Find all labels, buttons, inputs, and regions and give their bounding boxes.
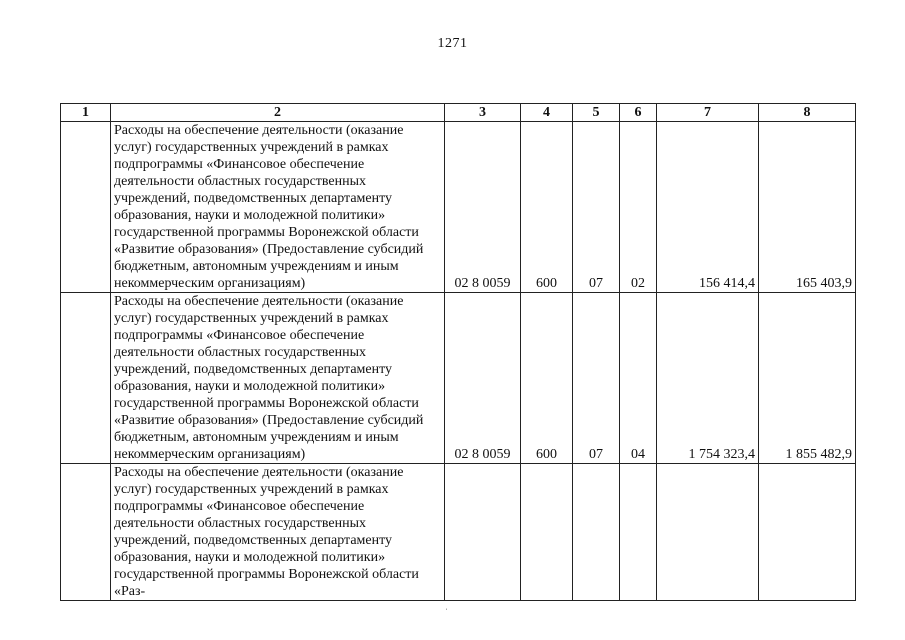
row-amount-col8: 165 403,9 (759, 122, 856, 293)
header-col-3: 3 (445, 104, 521, 122)
scan-mark: ˌ (445, 600, 448, 610)
row-subsection: 04 (620, 293, 657, 464)
row-section: 07 (573, 293, 620, 464)
table-row (61, 464, 856, 601)
row-expense-type: 600 (521, 122, 573, 293)
row-description: Расходы на обеспечение деятельности (оказание услуг) государственных учреждений в рамках подпрограммы «Финансовое обеспечение деятельности областных государственных учреждений, подведомственных департаменту образования, науки и молодежной политики» государственной программы Воронежской области «Развитие образования» (Предоставление субсидий бюджетным, автономным учреждениям и иным некоммерческим организациям) (111, 293, 445, 464)
table-header-row (61, 104, 856, 122)
budget-table (60, 103, 856, 601)
row-subsection (620, 464, 657, 601)
row-index-cell (61, 464, 111, 601)
header-col-4: 4 (521, 104, 573, 122)
header-col-5: 5 (573, 104, 620, 122)
table-row (61, 122, 856, 293)
header-col-1: 1 (61, 104, 111, 122)
row-section (573, 464, 620, 601)
row-amount-col7: 1 754 323,4 (657, 293, 759, 464)
header-col-7: 7 (657, 104, 759, 122)
row-description: Расходы на обеспечение деятельности (оказание услуг) государственных учреждений в рамках подпрограммы «Финансовое обеспечение деятельности областных государственных учреждений, подведомственных департаменту образования, науки и молодежной политики» государственной программы Воронежской области «Развитие образования» (Предоставление субсидий бюджетным, автономным учреждениям и иным некоммерческим организациям) (111, 122, 445, 293)
row-target-code: 02 8 0059 (445, 122, 521, 293)
row-description: Расходы на обеспечение деятельности (оказание услуг) государственных учреждений в рамках подпрограммы «Финансовое обеспечение деятельности областных государственных учреждений, подведомственных департаменту образования, науки и молодежной политики» государственной программы Воронежской области «Раз- (111, 464, 445, 601)
row-amount-col8: 1 855 482,9 (759, 293, 856, 464)
header-col-8: 8 (759, 104, 856, 122)
row-section: 07 (573, 122, 620, 293)
row-expense-type: 600 (521, 293, 573, 464)
row-index-cell (61, 122, 111, 293)
row-amount-col8 (759, 464, 856, 601)
row-subsection: 02 (620, 122, 657, 293)
row-amount-col7 (657, 464, 759, 601)
row-expense-type (521, 464, 573, 601)
row-target-code (445, 464, 521, 601)
row-amount-col7: 156 414,4 (657, 122, 759, 293)
row-index-cell (61, 293, 111, 464)
header-col-6: 6 (620, 104, 657, 122)
row-target-code: 02 8 0059 (445, 293, 521, 464)
header-col-2: 2 (111, 104, 445, 122)
page-number: 1271 (437, 36, 468, 51)
table-row (61, 293, 856, 464)
